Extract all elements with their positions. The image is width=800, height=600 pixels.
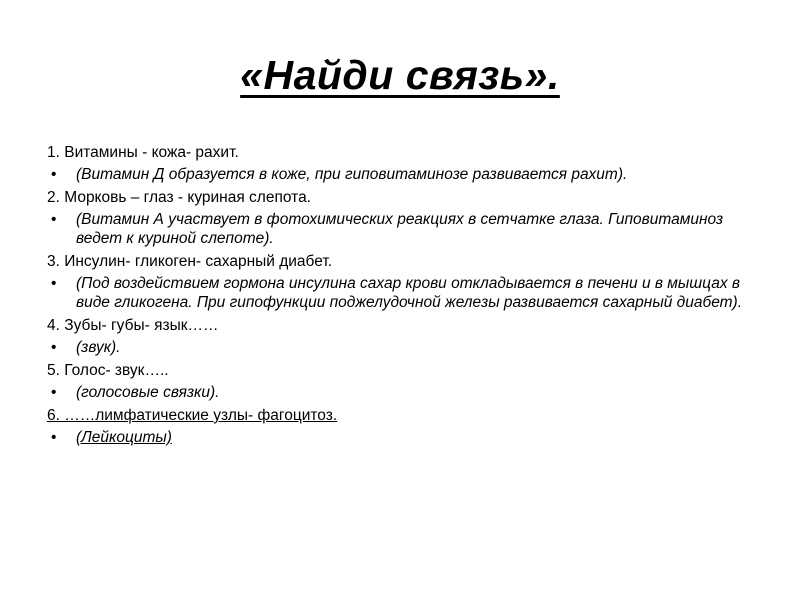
item-6-heading: 6. ……лимфатические узлы- фагоцитоз. (47, 407, 338, 424)
item-3-note: • (Под воздействием гормона инсулина сахар крови откладывается в печени и в мышцах в виде гликогена. При гипофункции поджелудочной железы развивается сахарный диабет). (47, 274, 767, 312)
item-5-heading: 5. Голос- звук….. (47, 362, 169, 379)
item-1-heading: 1. Витамины - кожа- рахит. (47, 144, 239, 161)
slide-title: «Найди связь». (240, 52, 560, 98)
item-4-heading: 4. Зубы- губы- язык…… (47, 317, 219, 334)
item-3-heading: 3. Инсулин- гликоген- сахарный диабет. (47, 253, 333, 270)
item-2-heading: 2. Морковь – глаз - куриная слепота. (47, 189, 311, 206)
item-4-note: • (звук). (47, 338, 767, 357)
item-1-note: • (Витамин Д образуется в коже, при гиповитаминозе развивается рахит). (47, 165, 767, 184)
item-6-note: • (Лейкоциты) (47, 428, 767, 447)
slide-content (47, 143, 767, 451)
item-5-note: • (голосовые связки). (47, 383, 767, 402)
item-2-note: • (Витамин А участвует в фотохимических реакциях в сетчатке глаза. Гиповитаминоз ведет к куриной слепоте). (47, 210, 767, 248)
